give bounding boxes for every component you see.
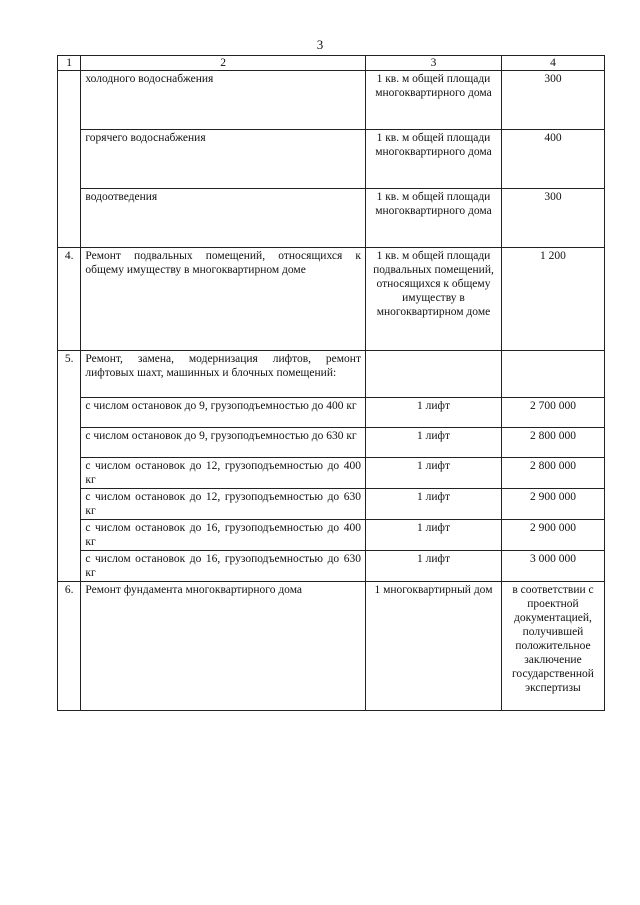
work-type: с числом остановок до 16, грузоподъемностью до 400 кг bbox=[81, 520, 366, 551]
table-row bbox=[58, 428, 605, 458]
unit-of-measure: 1 лифт bbox=[366, 458, 502, 489]
table-row bbox=[58, 551, 605, 582]
unit-of-measure: 1 лифт bbox=[366, 398, 502, 428]
work-type: Ремонт подвальных помещений, относящихся к общему имуществу в многоквартирном доме bbox=[81, 248, 366, 351]
cost-value: 2 800 000 bbox=[501, 458, 604, 489]
table-row bbox=[58, 398, 605, 428]
column-number-3: 3 bbox=[366, 56, 502, 71]
cost-value: 2 800 000 bbox=[501, 428, 604, 458]
unit-of-measure: 1 кв. м общей площади многоквартирного дома bbox=[366, 71, 502, 130]
table-row bbox=[58, 189, 605, 248]
cost-value: 300 bbox=[501, 71, 604, 130]
cost-value: 3 000 000 bbox=[501, 551, 604, 582]
rates-table bbox=[57, 55, 605, 711]
cost-value: 2 700 000 bbox=[501, 398, 604, 428]
unit-of-measure bbox=[366, 351, 502, 398]
table-row bbox=[58, 248, 605, 351]
work-type: горячего водоснабжения bbox=[81, 130, 366, 189]
table-row bbox=[58, 520, 605, 551]
work-type: холодного водоснабжения bbox=[81, 71, 366, 130]
column-number-4: 4 bbox=[501, 56, 604, 71]
table-row bbox=[58, 130, 605, 189]
table-row bbox=[58, 71, 605, 130]
work-type: с числом остановок до 9, грузоподъемностью до 400 кг bbox=[81, 398, 366, 428]
row-number: 6. bbox=[58, 582, 81, 711]
work-type: Ремонт, замена, модернизация лифтов, ремонт лифтовых шахт, машинных и блочных помещений: bbox=[81, 351, 366, 398]
unit-of-measure: 1 кв. м общей площади многоквартирного дома bbox=[366, 189, 502, 248]
cost-value: 400 bbox=[501, 130, 604, 189]
table-header-row bbox=[58, 56, 605, 71]
unit-of-measure: 1 многоквартирный дом bbox=[366, 582, 502, 711]
unit-of-measure: 1 кв. м общей площади многоквартирного дома bbox=[366, 130, 502, 189]
cost-value bbox=[501, 351, 604, 398]
work-type: Ремонт фундамента многоквартирного дома bbox=[81, 582, 366, 711]
unit-of-measure: 1 кв. м общей площади подвальных помещений, относящихся к общему имуществу в многоквартирном доме bbox=[366, 248, 502, 351]
page-number: 3 bbox=[316, 37, 324, 52]
unit-of-measure: 1 лифт bbox=[366, 489, 502, 520]
work-type: с числом остановок до 12, грузоподъемностью до 630 кг bbox=[81, 489, 366, 520]
row-number: 4. bbox=[58, 248, 81, 351]
column-number-2: 2 bbox=[81, 56, 366, 71]
cost-value: 1 200 bbox=[501, 248, 604, 351]
cost-value: 300 bbox=[501, 189, 604, 248]
work-type: с числом остановок до 9, грузоподъемностью до 630 кг bbox=[81, 428, 366, 458]
work-type: с числом остановок до 12, грузоподъемностью до 400 кг bbox=[81, 458, 366, 489]
table-row bbox=[58, 351, 605, 398]
cost-value: 2 900 000 bbox=[501, 520, 604, 551]
column-number-1: 1 bbox=[58, 56, 81, 71]
work-type: водоотведения bbox=[81, 189, 366, 248]
row-number: 5. bbox=[58, 351, 81, 582]
cost-value: 2 900 000 bbox=[501, 489, 604, 520]
unit-of-measure: 1 лифт bbox=[366, 551, 502, 582]
row-number bbox=[58, 71, 81, 248]
cost-value: в соответствии с проектной документацией, получившей положительное заключение государственной экспертизы bbox=[501, 582, 604, 711]
table-row bbox=[58, 489, 605, 520]
table-row bbox=[58, 458, 605, 489]
unit-of-measure: 1 лифт bbox=[366, 428, 502, 458]
table-row bbox=[58, 582, 605, 711]
work-type: с числом остановок до 16, грузоподъемностью до 630 кг bbox=[81, 551, 366, 582]
unit-of-measure: 1 лифт bbox=[366, 520, 502, 551]
